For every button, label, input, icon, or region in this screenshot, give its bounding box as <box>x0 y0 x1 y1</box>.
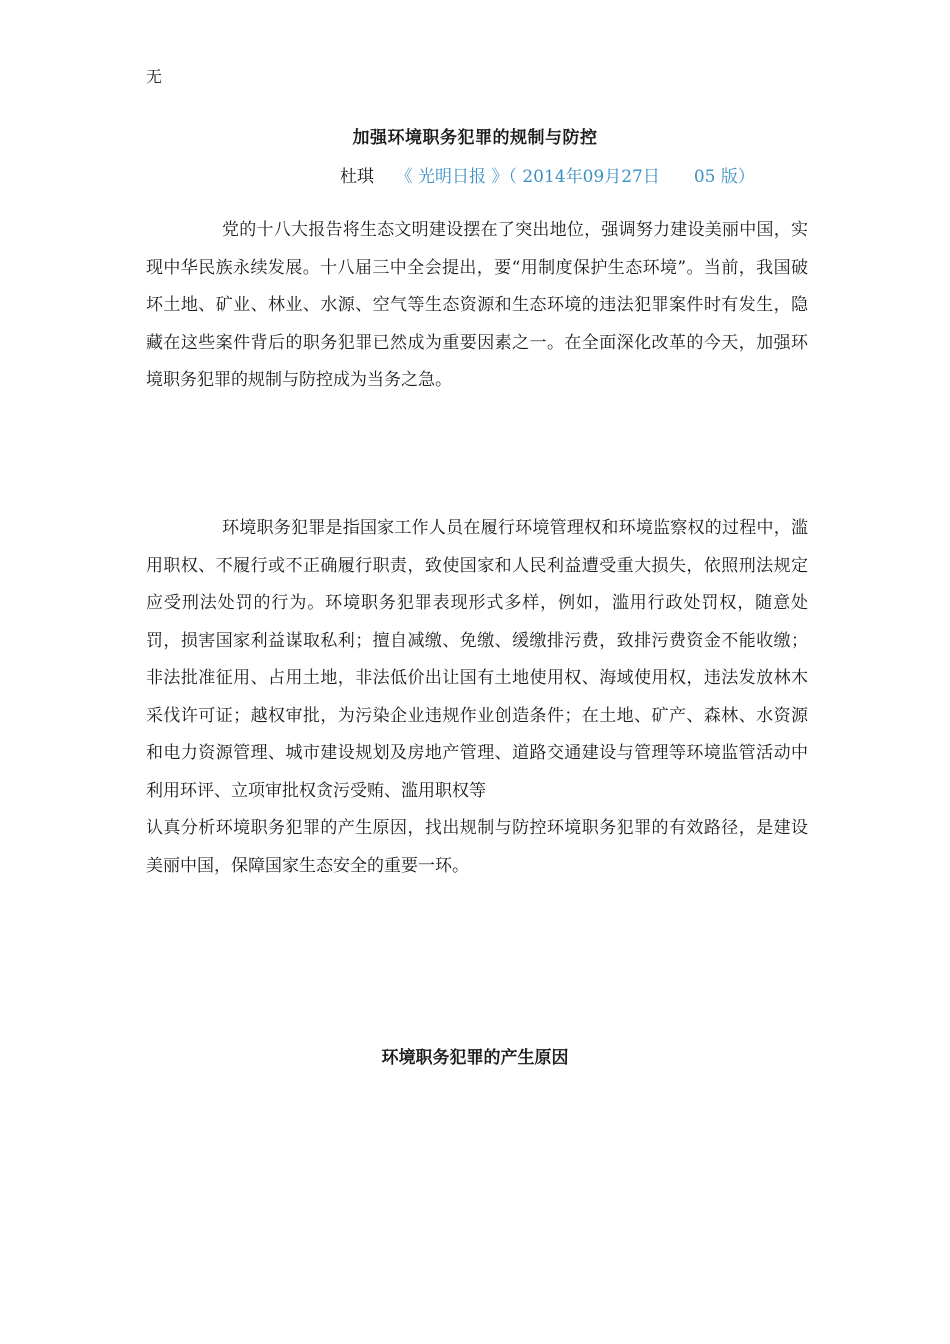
article-title: 加强环境职务犯罪的规制与防控 <box>352 128 598 148</box>
section-heading: 环境职务犯罪的产生原因 <box>381 1048 569 1068</box>
paragraph-definition-tail: 认真分析环境职务犯罪的产生原因，找出规制与防控环境职务犯罪的有效路径，是建设美丽中国，保障国家生态安全的重要一环。 <box>146 818 808 876</box>
source-link[interactable]: 《 光明日报 》（ 2014年09月27日 05 版） <box>395 167 755 187</box>
paragraph-definition <box>146 510 808 885</box>
header-note: 无 <box>146 67 163 86</box>
byline <box>340 165 755 189</box>
author-name: 杜琪 <box>340 167 374 187</box>
paragraph-definition-text: 环境职务犯罪是指国家工作人员在履行环境管理权和环境监察权的过程中，滥用职权、不履行或不正确履行职责，致使国家和人民利益遭受重大损失，依照刑法规定应受刑法处罚的行为。环境职务犯罪表现形式多样，例如，滥用行政处罚权，随意处罚，损害国家利益谋取私利；擅自减缴、免缴、缓缴排污费，致排污费资金不能收缴；非法批准征用、占用土地，非法低价出让国有土地使用权、海域使用权，违法发放林木采伐许可证；越权审批，为污染企业违规作业创造条件；在土地、矿产、森林、水资源和电力资源管理、城市建设规划及房地产管理、道路交通建设与管理等环境监管活动中利用环评、立项审批权贪污受贿、滥用职权等 <box>146 518 808 801</box>
paragraph-intro: 党的十八大报告将生态文明建设摆在了突出地位，强调努力建设美丽中国，实现中华民族永续发展。十八届三中全会提出，要“用制度保护生态环境”。当前，我国破坏土地、矿业、林业、水源、空气等生态资源和生态环境的违法犯罪案件时有发生，隐藏在这些案件背后的职务犯罪已然成为重要因素之一。在全面深化改革的今天，加强环境职务犯罪的规制与防控成为当务之急。 <box>146 220 808 390</box>
